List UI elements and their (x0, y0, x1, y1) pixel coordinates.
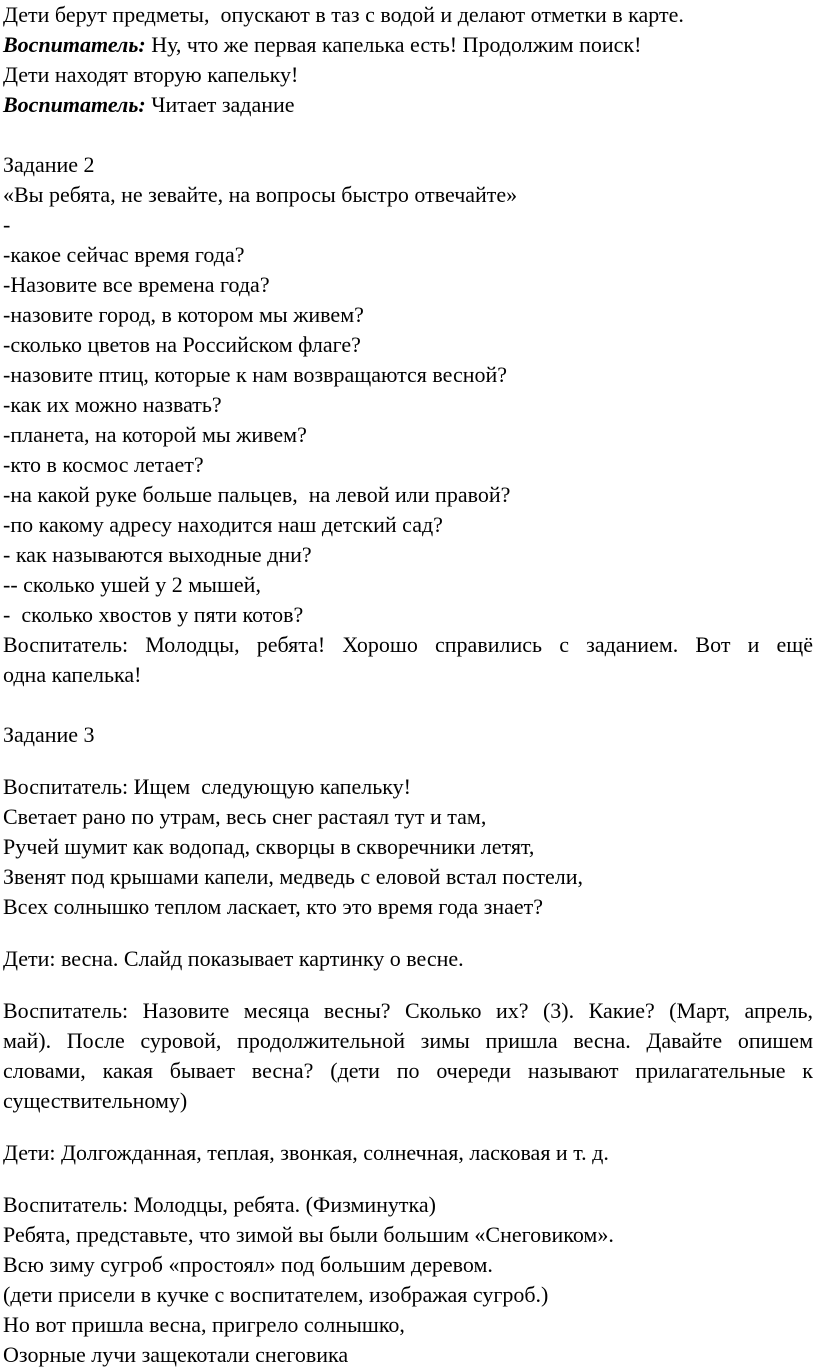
final-line: Но вот пришла весна, пригрело солнышко, (3, 1312, 405, 1337)
teacher-paragraph (3, 996, 813, 1116)
intro-line-2 (3, 30, 813, 60)
teacher-para-line: май). После суровой, продолжительной зимы пришла весна. Давайте опишем (3, 1028, 813, 1053)
task-2-quote: «Вы ребята, не зевайте, на вопросы быстро отвечайте» (3, 182, 518, 207)
teacher-speech: Ну, что же первая капелька есть! Продолжим поиск! (145, 32, 642, 57)
task-3-title: Задание 3 (3, 722, 95, 747)
blank-line (3, 922, 813, 944)
teacher-label: Воспитатель: (3, 92, 146, 117)
teacher-para-line: Воспитатель: Назовите месяца весны? Сколько их? (3). Какие? (Март, апрель, (3, 998, 813, 1023)
intro-line-1: Дети берут предметы, опускают в таз с водой и делают отметки в карте. (3, 2, 684, 27)
question-item: - сколько хвостов у пяти котов? (3, 602, 304, 627)
poem-line: Воспитатель: Ищем следующую капельку! (3, 774, 411, 799)
teacher-action: Читает задание (145, 92, 295, 117)
question-item: -- сколько ушей у 2 мышей, (3, 572, 261, 597)
intro-line-3: Дети находят вторую капельку! (3, 62, 299, 87)
poem-line: Светает рано по утрам, весь снег растаял тут и там, (3, 804, 487, 829)
question-item: -как их можно назвать? (3, 392, 222, 417)
question-item: -сколько цветов на Российском флаге? (3, 332, 361, 357)
praise-line-2: одна капелька! (3, 662, 142, 687)
question-item: - как называются выходные дни? (3, 542, 312, 567)
final-line: (дети присели в кучке с воспитателем, изображая сугроб.) (3, 1282, 549, 1307)
question-item: -по какому адресу находится наш детский сад? (3, 512, 443, 537)
children-adjectives: Дети: Долгожданная, теплая, звонкая, солнечная, ласковая и т. д. (3, 1140, 609, 1165)
document-page (3, 0, 813, 1370)
question-item: -назовите город, в котором мы живем? (3, 302, 364, 327)
poem-line: Ручей шумит как водопад, скворцы в скворечники летят, (3, 834, 535, 859)
poem-line: Звенят под крышами капели, медведь с еловой встал постели, (3, 864, 584, 889)
intro-line-4 (3, 90, 813, 120)
final-line: Всю зиму сугроб «простоял» под большим деревом. (3, 1252, 493, 1277)
teacher-para-line: существительному) (3, 1088, 188, 1113)
poem-line: Всех солнышко теплом ласкает, кто это время года знает? (3, 894, 544, 919)
praise-line-1: Воспитатель: Молодцы, ребята! Хорошо справились с заданием. Вот и ещё (3, 632, 813, 657)
final-line: Ребята, представьте, что зимой вы были большим «Снеговиком». (3, 1222, 614, 1247)
blank-line (3, 120, 813, 150)
question-item: -на какой руке больше пальцев, на левой или правой? (3, 482, 511, 507)
blank-line (3, 974, 813, 996)
task-2-title: Задание 2 (3, 152, 95, 177)
task-2-praise (3, 630, 813, 690)
task-2-dash: - (3, 212, 11, 237)
question-item: -Назовите все времена года? (3, 272, 270, 297)
children-answer: Дети: весна. Слайд показывает картинку о весне. (3, 946, 464, 971)
question-item: -назовите птиц, которые к нам возвращаются весной? (3, 362, 508, 387)
blank-line (3, 1168, 813, 1190)
final-line: Озорные лучи защекотали снеговика (3, 1342, 349, 1367)
teacher-para-line: словами, какая бывает весна? (дети по очереди называют прилагательные к (3, 1058, 813, 1083)
final-line: Воспитатель: Молодцы, ребята. (Физминутка) (3, 1192, 436, 1217)
blank-line (3, 752, 813, 772)
question-item: -кто в космос летает? (3, 452, 204, 477)
teacher-label: Воспитатель: (3, 32, 146, 57)
question-item: -планета, на которой мы живем? (3, 422, 307, 447)
question-item: -какое сейчас время года? (3, 242, 245, 267)
blank-line (3, 690, 813, 720)
blank-line (3, 1116, 813, 1138)
